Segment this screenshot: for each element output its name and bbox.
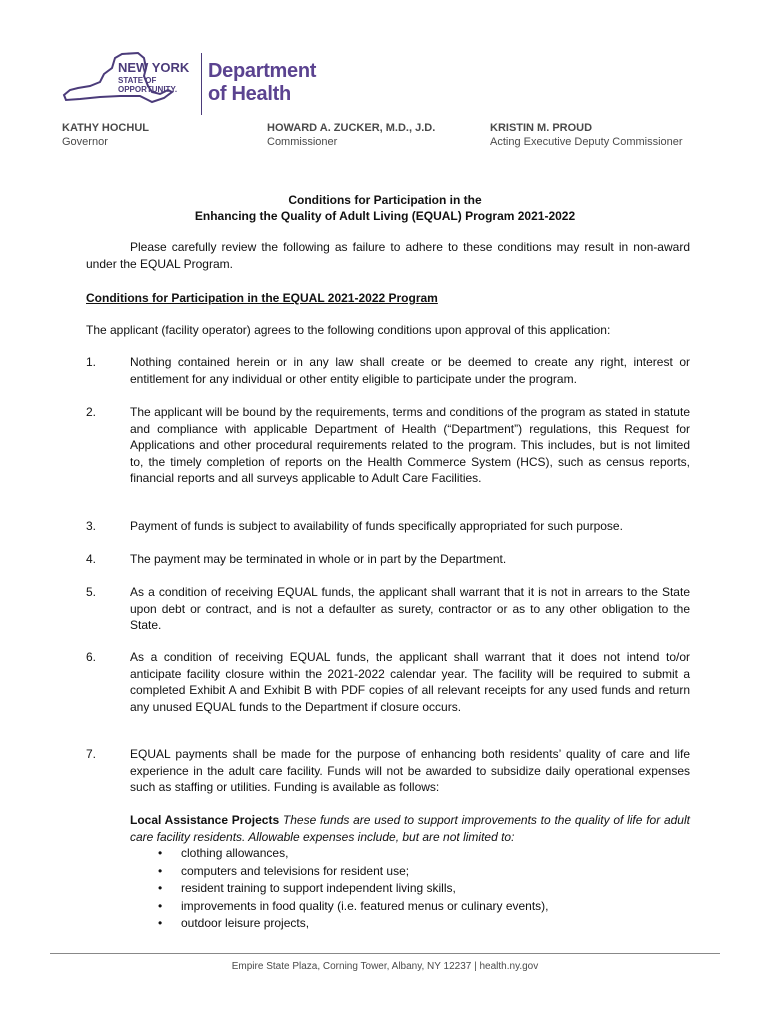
- item-number: 2.: [86, 405, 97, 419]
- official-name: KRISTIN M. PROUD: [490, 122, 593, 134]
- item-number: 6.: [86, 650, 97, 664]
- official-deputy-commissioner: [490, 121, 683, 149]
- logo-divider: [201, 53, 202, 115]
- allowable-expenses-list: [156, 845, 549, 933]
- item-number: 1.: [86, 355, 97, 369]
- condition-item-1: Nothing contained herein or in any law shall create or be deemed to create any right, interest or entitlement for any individual or other entity eligible to participate under the program.: [130, 355, 690, 386]
- official-commissioner: [267, 121, 435, 149]
- footer-divider: [50, 953, 720, 954]
- official-title: Governor: [62, 136, 108, 148]
- intro-paragraph: Please carefully review the following as failure to adhere to these conditions may result in non-award under the EQUAL Program.: [86, 240, 690, 271]
- state-tagline: [118, 77, 177, 94]
- department-line2: of Health: [208, 83, 291, 105]
- local-assistance-heading: Local Assistance Projects: [130, 813, 280, 827]
- list-item: • resident training to support independent living skills,: [156, 880, 549, 898]
- condition-item-3: Payment of funds is subject to availability of funds specifically appropriated for such purpose.: [130, 519, 623, 533]
- document-title: [0, 192, 770, 224]
- condition-item-6: As a condition of receiving EQUAL funds, the applicant shall warrant that it does not intend to/or anticipate facility closure within the 2021-2022 calendar year. The facility will be required to submit a completed Exhibit A and Exhibit B with PDF copies of all relevant receipts for any used funds and return any unused EQUAL funds to the Department if closure occurs.: [130, 650, 690, 714]
- local-assistance-paragraph: [130, 812, 690, 845]
- item-number: 4.: [86, 552, 97, 566]
- footer-address: Empire State Plaza, Corning Tower, Albany, NY 12237 | health.ny.gov: [231, 961, 539, 972]
- official-name: HOWARD A. ZUCKER, M.D., J.D.: [267, 122, 436, 134]
- department-name: [208, 60, 316, 106]
- item-number: 3.: [86, 519, 97, 533]
- state-name: NEW YORK: [118, 60, 190, 75]
- local-assistance-text: These funds are used to support improvements to the quality of life for adult care facility residents. Allowable expenses include, but are not limited to:: [130, 813, 690, 844]
- official-title: Acting Executive Deputy Commissioner: [490, 136, 683, 148]
- item-number: 7.: [86, 747, 97, 761]
- official-title: Commissioner: [267, 136, 338, 148]
- state-tagline-line2: OPPORTUNITY.: [118, 84, 178, 94]
- list-item: • clothing allowances,: [156, 845, 549, 863]
- official-name: KATHY HOCHUL: [62, 122, 149, 134]
- condition-item-7: EQUAL payments shall be made for the purpose of enhancing both residents’ quality of care and life experience in the adult care facility. Funds will not be awarded to subsidize daily operational expenses such as staffing or utilities. Funding is available as follows:: [130, 747, 690, 794]
- condition-item-2: The applicant will be bound by the requirements, terms and conditions of the program as stated in statute and compliance with applicable Department of Health (“Department”) regulations, this Request for Applications and other procedural requirements related to the program. This includes, but is not limited to, the timely completion of reports on the Health Commerce System (HCS), such as census reports, financial reports and all surveys applicable to Adult Care Facilities.: [130, 405, 690, 485]
- item-number: 5.: [86, 585, 97, 599]
- list-item: • computers and televisions for resident use;: [156, 863, 549, 881]
- official-governor: [62, 121, 149, 149]
- lead-paragraph: The applicant (facility operator) agrees to the following conditions upon approval of this application:: [86, 323, 611, 337]
- document-title-line2: Enhancing the Quality of Adult Living (EQUAL) Program 2021-2022: [194, 209, 576, 223]
- list-item: • outdoor leisure projects,: [156, 915, 549, 933]
- officials-row: [0, 121, 770, 151]
- state-tagline-line1: STATE OF: [118, 76, 157, 85]
- section-heading: Conditions for Participation in the EQUAL 2021-2022 Program: [86, 291, 438, 305]
- condition-item-4: The payment may be terminated in whole or in part by the Department.: [130, 552, 507, 566]
- list-item: • improvements in food quality (i.e. featured menus or culinary events),: [156, 898, 549, 916]
- document-title-line1: Conditions for Participation in the: [288, 193, 482, 207]
- condition-item-5: As a condition of receiving EQUAL funds, the applicant shall warrant that it is not in arrears to the State upon debt or contract, and is not a defaulter as surety, contractor or as to any other obligation to the State.: [130, 585, 690, 632]
- letterhead-logo: [60, 50, 360, 120]
- department-line1: Department: [208, 60, 317, 82]
